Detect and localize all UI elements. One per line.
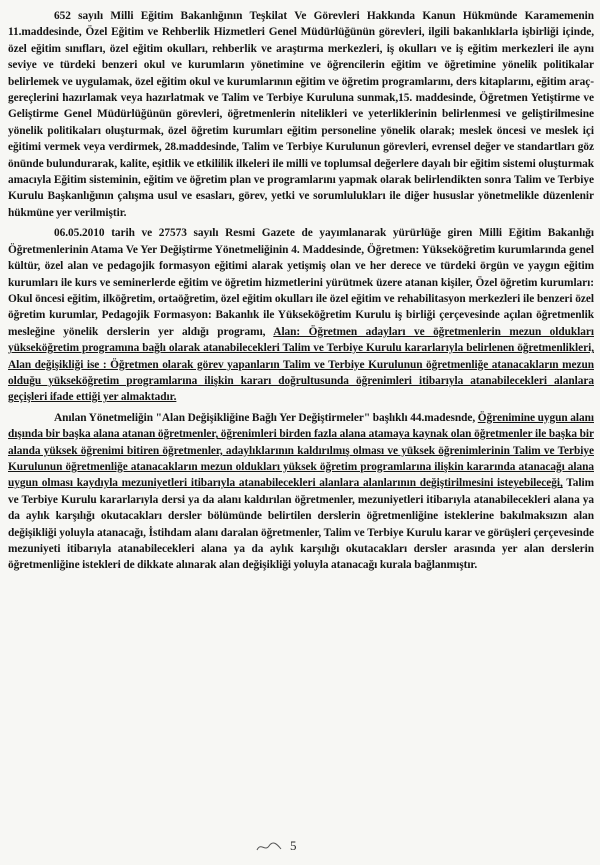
paragraph-2 bbox=[8, 225, 594, 405]
page-number: 5 bbox=[290, 838, 297, 853]
paragraph-2-text-a: 06.05.2010 tarih ve 27573 sayılı Resmi Gazete de yayımlanarak yürürlüğe giren Milli Eğitim Bakanlığı Öğretmenlerinin Atama Ve Yer Değiştirme Yönetmeliğinin 4. Maddesinde, Öğretmen: Yükseköğretim kurumlarında genel kültür, özel alan ve pedagojik formasyon eğitimi alarak yetişmiş olan ve her derece ve türdeki örgün ve yaygın eğitim kurumları ile kurs ve seminerlerde eğitim ve öğretim hizmetlerini yürütmek üzere atanan kişiler, Özel öğretim kurumları: Okul öncesi eğitim, ilköğretim, ortaöğretim, özel eğitim okulları ile özel eğitim ve rehabilitasyon merkezleri ile benzeri özel öğretim kurumlar, Pedagojik Formasyon: Bakanlık ile Yükseköğretim Kurulu iş birliği çerçevesinde açılan öğretmenlik mesleğine yönelik derslerin yer aldığı programı, bbox=[8, 227, 594, 338]
handwritten-mark-icon bbox=[255, 840, 285, 854]
paragraph-3 bbox=[8, 410, 594, 574]
paragraph-2-underlined-alan-degisikligi: Alan değişikliği ise : Öğretmen olarak görev yapanların Talim ve Terbiye Kurulunun öğretmenliğe atanacakların mezun olduğu yükseköğretim programlarına ilişkin kararı doğrultusunda öğrenimleri itibarıyla atanabilecekleri alanlara geçişleri ifade ettiği yer almaktadır. bbox=[8, 358, 594, 404]
paragraph-1-text: 652 sayılı Milli Eğitim Bakanlığının Teşkilat Ve Görevleri Hakkında Kanun Hükmünde Karamemenin 11.maddesinde, Özel Eğitim ve Rehberlik Hizmetleri Genel Müdürlüğünün görevleri, ilgili bakanlıklarla işbirliği içinde, özel eğitim sınıfları, özel eğitim okulları, rehberlik ve araştırma merkezleri, iş okulları ve iş eğitim merkezleri ile aynı seviye ve türdeki benzeri okul ve kurumların yönetimine ve öğrencilerin eğitim ve öğretimine yönelik politikalar belirlemek ve uygulamak, özel eğitim okul ve kurumlarının eğitim ve öğretim programlarını, ders kitaplarını, eğitim araç-gereçlerini hazırlamak veya hazırlatmak ve Talim ve Terbiye Kuruluna sunmak,15. maddesinde, Öğretmen Yetiştirme ve Geliştirme Genel Müdürlüğünün görevleri, öğretmenlerin nitelikleri ve yeterliklerinin belirlenmesi ve geliştirilmesine yönelik politikaları oluşturmak, özel öğretim kurumları eğitim personeline yönelik olarak; meslek öncesi ve meslek içi eğitimi vermek veya verdirmek, 28.maddesinde, Talim ve Terbiye Kurulunun görevleri, evrensel değer ve standartları göz önünde bulundurarak, kalite, eşitlik ve etkililik ilkeleri ile milli ve toplumsal değerlere dayalı bir eğitim sistemi oluşturmak amacıyla Eğitim sisteminin, eğitim ve öğretim plan ve programlarını yapmak olarak belirlendikten sonra Talim ve Terbiye Kurulu Başkanlığının çalışma usul ve esasları, görev, yetki ve sorumlulukları ile diğer hususlar yönetmelikle düzenlenir hükmüne yer verilmiştir. bbox=[8, 10, 594, 219]
paragraph-3-underlined-clause: Öğrenimine uygun alanı dışında bir başka alana atanan öğretmenler, öğrenimleri birden fazla alana atamaya kaynak olan öğretmenler ile başka bir alanda yüksek öğrenimi bitiren öğretmenler, adaylıklarının kaldırılmış olması ve yüksek öğrenimlerinin Talim ve Terbiye Kurulunun öğretmenliğe atanacakların mezun oldukları yüksek öğretim programlarına ilişkin kararında atanacağı alana uygun olması kaydıyla mezuniyetleri itibarıyla atanabilecekleri alanlara alanlarının değiştirilmesini isteyebileceği, bbox=[8, 411, 594, 490]
paragraph-3-text-b: Talim ve Terbiye Kurulu kararlarıyla dersi ya da alanı kaldırılan öğretmenler, mezuniyetleri itibarıyla atanabilecekleri alana ya da aylık karşılığı okutacakları dersler bölümünde belirtilen derslerin öğretmenliğine isteklerine bakılmaksızın alan değişikliği yoluyla atanacağı, İstihdam alanı daralan öğretmenler, Talim ve Terbiye Kurulu karar ve görüşleri çerçevesinde mezuniyeti itibarıyla atanabilecekleri alana ya da aylık karşılığı okutacakları dersler arasında yer alan derslerin öğretmenliğine istekleri de dikkate alınarak alan değişikliği yoluyla atanacağı kurala bağlanmıştır. bbox=[8, 477, 594, 572]
paragraph-1 bbox=[8, 8, 594, 221]
paragraph-3-text-a: Anılan Yönetmeliğin "Alan Değişikliğine Bağlı Yer Değiştirmeler" başlıklı 44.madesnde, bbox=[54, 411, 478, 424]
paragraph-2-underlined-alan-definition: Alan: Öğretmen adayları ve öğretmenlerin mezun oldukları yükseköğretim programına bağlı olarak atanabilecekleri Talim ve Terbiye Kurulu kararlarıyla belirlenen öğretmenlikleri, bbox=[8, 325, 594, 355]
